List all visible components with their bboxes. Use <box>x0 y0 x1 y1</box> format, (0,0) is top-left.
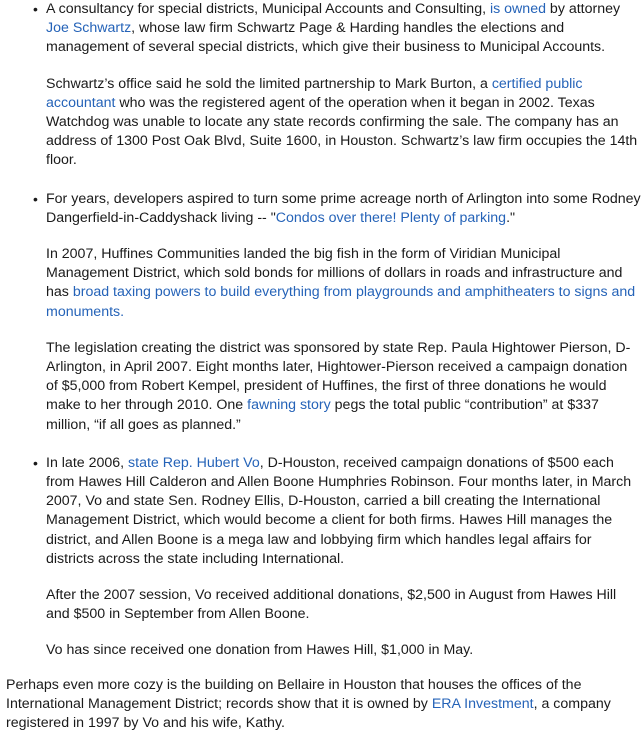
text-run: In 2007, Huffines Communities landed the big fish in the form of Viridian Municipal Management District, which sold bonds for millions of dollars in roads and infrastructure and has <box>46 246 623 301</box>
text-run: ." <box>506 209 516 226</box>
link-joe-schwartz[interactable]: Joe Schwartz <box>46 20 132 37</box>
text-run: Perhaps even more cozy is the building on Bellaire in Houston that houses the offices of the International Management District; records show that it is owned by <box>6 676 582 712</box>
paragraph <box>46 586 642 624</box>
text-run: , whose law firm Schwartz Page & Harding handles the elections and management of several special districts, which give their business to Municipal Accounts. <box>46 20 606 56</box>
link-condos-over-there[interactable]: Condos over there! Plenty of parking <box>275 209 507 226</box>
link-certified-public-accountant[interactable]: certified public accountant <box>46 75 583 111</box>
paragraph <box>46 75 642 171</box>
paragraph <box>46 0 642 58</box>
link-fawning-story[interactable]: fawning story <box>247 397 331 414</box>
text-run: The legislation creating the district was sponsored by state Rep. Paula Hightower Pierson, D-Arlington, in April 2007. Eight months later, Hightower-Pierson received a campaign donation of $5,000 from Robert Kempel, president of Huffines, the first of three donations he would make to her through 2010. One <box>46 339 631 414</box>
text-run: pegs the total public “contribution” at $337 million, “if all goes as planned.” <box>46 397 599 433</box>
text-run: who was the registered agent of the operation when it began in 2002. Texas Watchdog was unable to locate any state records confirming the sale. The company has an address of 1300 Post Oak Blvd, Suite 1600, in Houston. Schwartz’s law firm occupies the 14th floor. <box>46 94 638 169</box>
bullet-icon: • <box>33 190 38 207</box>
text-run: In late 2006, <box>46 454 129 471</box>
bullet-icon: • <box>33 454 38 471</box>
link-state-rep-hubert-vo[interactable]: state Rep. Hubert Vo <box>128 454 260 471</box>
text-run: For years, developers aspired to turn some prime acreage north of Arlington into some Rodney Dangerfield-in-Caddyshack living -- " <box>46 190 641 226</box>
paragraph <box>46 339 642 435</box>
paragraph <box>46 454 642 569</box>
list-item <box>33 190 642 454</box>
text-run: A consultancy for special districts, Municipal Accounts and Consulting, <box>46 1 490 17</box>
text-run: Schwartz’s office said he sold the limited partnership to Mark Burton, a <box>46 75 492 92</box>
list-item <box>33 0 642 190</box>
link-is-owned[interactable]: is owned <box>489 1 546 17</box>
paragraph <box>46 245 642 322</box>
text-run: After the 2007 session, Vo received additional donations, $2,500 in August from Hawes Hill and $500 in September from Allen Boone. <box>46 587 617 623</box>
text-run: by attorney <box>545 1 621 17</box>
paragraph <box>46 190 642 228</box>
text-run: Vo has since received one donation from Hawes Hill, $1,000 in May. <box>46 642 474 659</box>
text-run: , a company registered in 1997 by Vo and his wife, Kathy. <box>6 695 611 732</box>
list-item <box>33 454 642 661</box>
closing-paragraph <box>6 676 642 733</box>
link-broad-taxing-powers[interactable]: broad taxing powers to build everything from playgrounds and amphitheaters to signs and monuments. <box>46 284 636 320</box>
text-run: , D-Houston, received campaign donations of $500 each from Hawes Hill Calderon and Allen Boone Humphries Robinson. Four months later, in March 2007, Vo and state Sen. Rodney Ellis, D-Houston, carried a bill creating the International Management District, which would become a client for both firms. Hawes Hill manages the district, and Allen Boone is a mega law and lobbying firm which handles legal affairs for districts across the state including International. <box>46 454 632 567</box>
bullet-list <box>6 0 642 661</box>
paragraph <box>46 641 642 660</box>
bullet-icon: • <box>33 1 38 17</box>
link-era-investment[interactable]: ERA Investment <box>431 695 534 712</box>
